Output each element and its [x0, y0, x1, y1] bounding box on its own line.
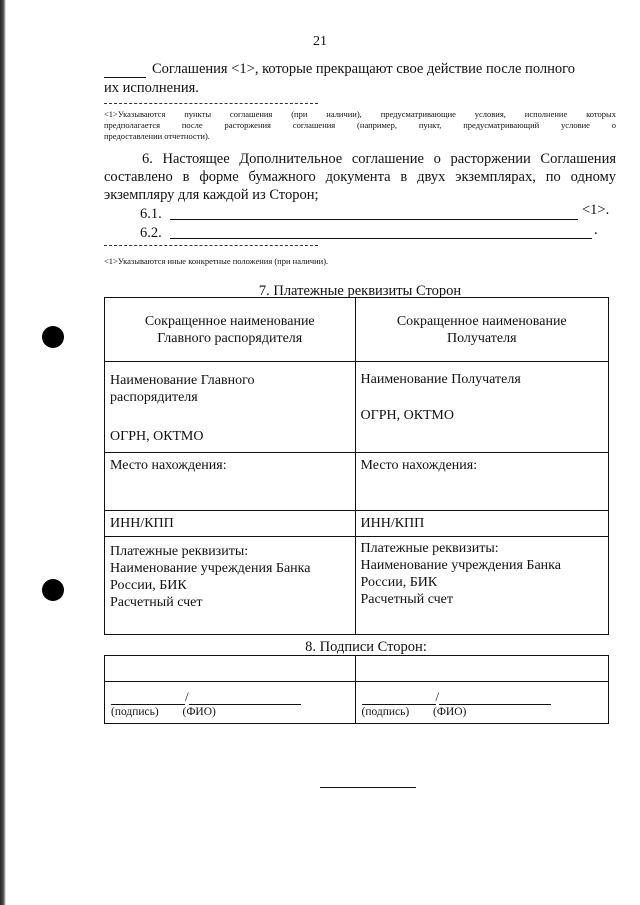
right-sign-caption: (подпись): [361, 706, 410, 718]
footnote-2: <1>Указываются иные конкретные положения (при наличии).: [104, 256, 329, 266]
clause-6-1-line: [170, 219, 578, 220]
table-header-row: [105, 298, 609, 362]
payment-details-table: [104, 297, 609, 635]
clause-6-2-line: [170, 238, 592, 239]
left-fio-caption: (ФИО): [182, 706, 216, 718]
right-signature-line: [362, 692, 436, 705]
punch-hole-top: [42, 326, 64, 348]
right-fio-line: [439, 692, 551, 705]
footnote-separator: [104, 103, 318, 104]
left-name-cell: Наименование Главного распорядителя ОГРН, ОКТМО: [105, 362, 356, 453]
punch-hole-bottom: [42, 579, 64, 601]
left-inn-cell: ИНН/КПП: [105, 511, 356, 537]
right-slash: /: [435, 689, 440, 704]
right-signature-name-cell: [355, 656, 609, 682]
intro-line-1: Соглашения <1>, которые прекращают свое действие после полного: [152, 61, 575, 77]
signature-name-row: [105, 656, 609, 682]
left-fio-line: [189, 692, 301, 705]
table-row-name: [105, 362, 609, 453]
right-location-cell: Место нахождения:: [355, 453, 609, 511]
signatures-table: [104, 655, 609, 724]
left-payment-cell: Платежные реквизиты: Наименование учреждения Банка России, БИК Расчетный счет: [105, 537, 356, 635]
right-payment-cell: Платежные реквизиты: Наименование учреждения Банка России, БИК Расчетный счет: [355, 537, 609, 635]
table-row-location: [105, 453, 609, 511]
section-8-title: 8. Подписи Сторон:: [305, 639, 427, 655]
clause-6-1-suffix: <1>.: [582, 202, 610, 218]
signature-row: [105, 682, 609, 724]
intro-line-2: их исполнения.: [104, 80, 199, 96]
left-sign-caption: (подпись): [111, 706, 159, 718]
right-name-cell: Наименование Получателя ОГРН, ОКТМО: [355, 362, 609, 453]
table-row-payment: [105, 537, 609, 635]
footnote-1: <1>Указываются пункты соглашения (при наличии), предусматривающие условия, исполнение которых предполагается после расторжения соглашения (например, пункт, предусматривающий условие о предоставлении отчетности).: [104, 109, 616, 141]
clause-6-2-suffix: .: [594, 222, 598, 238]
clause-6: 6. Настоящее Дополнительное соглашение о расторжении Соглашения составлено в форме бумажного документа в двух экземплярах, по одному экземпляру для каждой из Сторон;: [104, 151, 616, 203]
left-location-cell: Место нахождения:: [105, 453, 356, 511]
left-signature-line: [111, 692, 185, 705]
clause-6-1-label: 6.1.: [140, 206, 162, 222]
right-header-cell: Сокращенное наименование Получателя: [355, 298, 609, 362]
closing-line: [320, 787, 416, 788]
intro-blank-line: [104, 77, 146, 78]
left-signature-name-cell: [105, 656, 356, 682]
footnote-separator-2: [104, 245, 318, 246]
table-row-inn: [105, 511, 609, 537]
section-7-title: 7. Платежные реквизиты Сторон: [258, 283, 462, 299]
scan-edge-shadow: [0, 0, 6, 905]
left-signature-cell: [105, 682, 356, 724]
right-fio-caption: (ФИО): [433, 706, 467, 718]
left-header-cell: Сокращенное наименование Главного распорядителя: [105, 298, 356, 362]
left-slash: /: [185, 689, 189, 704]
right-inn-cell: ИНН/КПП: [355, 511, 609, 537]
page-number: 21: [313, 34, 327, 49]
clause-6-2-label: 6.2.: [140, 225, 162, 241]
right-signature-cell: [355, 682, 609, 724]
